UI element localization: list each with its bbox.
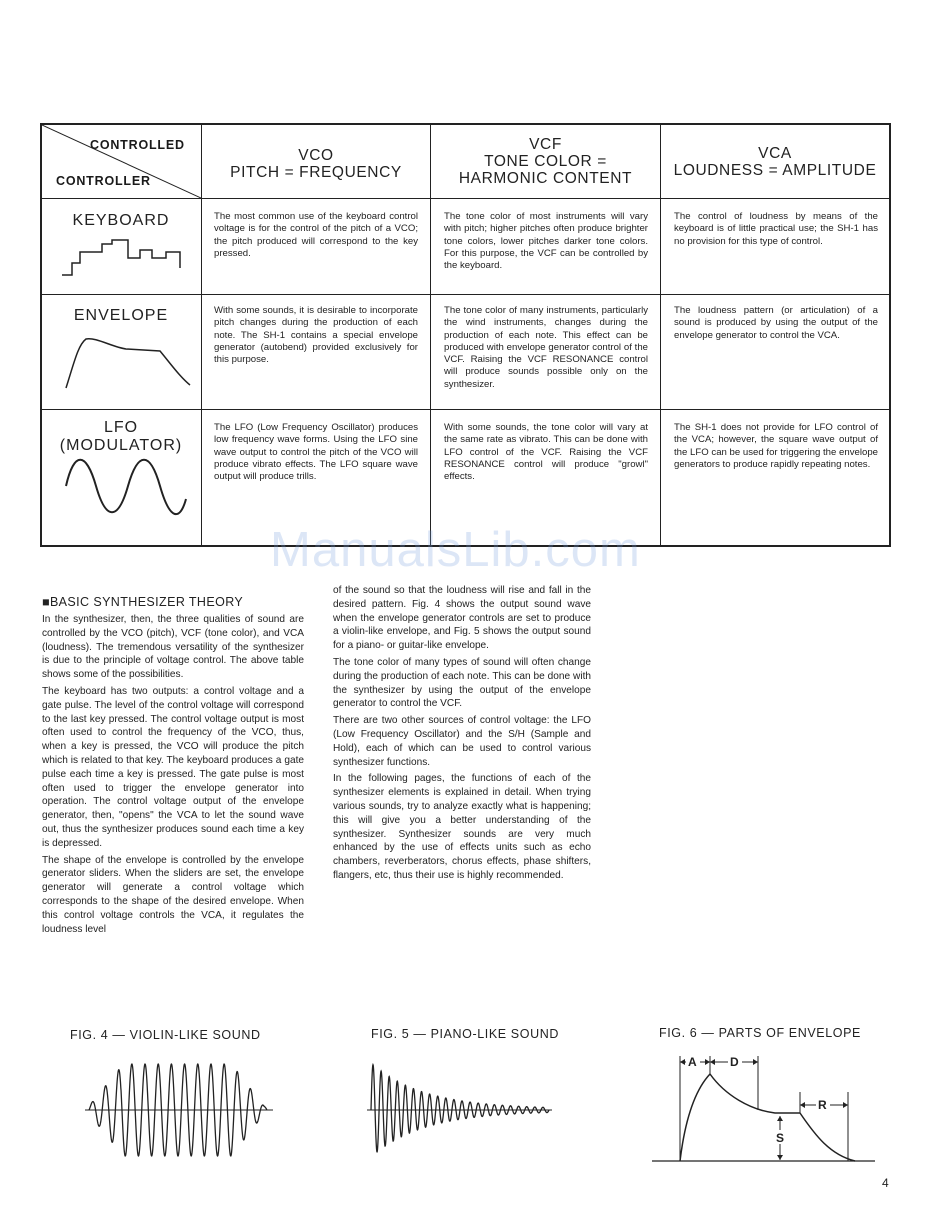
- paragraph: The tone color of many types of sound will often change during the production of each note. This can be done with the synthesizer by using the output of the envelope generator to control the VCF.: [333, 656, 591, 710]
- cell-lfo-vcf: With some sounds, the tone color will vary at the same rate as vibrato. This can be done with LFO control of the VCF. Raising the VCF RESONANCE control will produce "growl" effects.: [444, 422, 648, 483]
- header-vcf: [431, 136, 660, 187]
- header-vco-subtitle: PITCH = FREQUENCY: [230, 164, 402, 181]
- paragraph: The keyboard has two outputs: a control voltage and a gate pulse. The level of the control voltage will correspond to the last key pressed. The control voltage output is most often used to control the frequency of the VCO, thus, when a key is pressed, the VCO will produce the pitch which is related to that key. The keyboard produces a gate pulse each time a key is pressed. The gate pulse is most often used to trigger the envelope generator into operation. The control voltage output of the envelope generator, then, "opens" the VCA to let the sound wave out, thus the synthesizer produces sound each time a key is depressed.: [42, 685, 304, 849]
- paragraph: of the sound so that the loudness will rise and fall in the desired pattern. Fig. 4 shows the output sound wave when the envelope generator controls are set to produce a violin-like envelope, and Fig. 5 shows the output sound for a piano- or guitar-like envelope.: [333, 585, 591, 652]
- row-divider: [42, 409, 889, 410]
- fig4-violin-waveform: [85, 1060, 275, 1160]
- cell-envelope-vcf: The tone color of many instruments, particularly the wind instruments, changes during the production of each note. This effect can be produced with envelope generator control of the VCF. Raising the VCF RESONANCE control will produce sounds possible only on the synthesizer.: [444, 305, 648, 390]
- fig6-label-attack: A: [688, 1055, 697, 1069]
- paragraph: The shape of the envelope is controlled by the envelope generator sliders. When the sliders are set, the envelope generator will generate a control voltage which corresponds to the shape of the desired envelope. When this control voltage controls the VCA, it regulates the loudness level: [42, 854, 304, 935]
- fig6-label-sustain: S: [776, 1131, 785, 1145]
- row-label-lfo-line1: LFO: [103, 419, 139, 436]
- fig5-piano-waveform: [367, 1060, 557, 1160]
- row-label-lfo-line2: (MODULATOR): [59, 437, 183, 454]
- fig5-caption: FIG. 5 — PIANO-LIKE SOUND: [371, 1027, 559, 1041]
- column-divider: [660, 125, 661, 545]
- header-vcf-subtitle: TONE COLOR =: [484, 153, 607, 170]
- watermark-text: ManualsLib.com: [270, 523, 641, 577]
- cell-envelope-vco: With some sounds, it is desirable to incorporate pitch changes during the production of each note. The SH-1 contains a special envelope generator (autobend) provided exclusively for this purpose.: [214, 305, 418, 366]
- fig6-envelope-diagram: [650, 1050, 880, 1165]
- corner-controller-label: CONTROLLER: [56, 174, 151, 188]
- paragraph: In the synthesizer, then, the three qualities of sound are controlled by the VCO (pitch), VCF (tone color), and VCA (loudness). The tremendous versatility of the synthesizer is due to the principle of voltage control. The above table shows some of the possibilities.: [42, 614, 304, 681]
- cell-lfo-vca: The SH-1 does not provide for LFO control of the VCA; however, the square wave output of the LFO can be used for triggering the envelope generators to produce rapidly repeating notes.: [674, 422, 878, 470]
- row-label-lfo: [42, 419, 200, 455]
- fig6-caption: FIG. 6 — PARTS OF ENVELOPE: [659, 1026, 861, 1040]
- section-title: ■BASIC SYNTHESIZER THEORY: [42, 595, 244, 609]
- envelope-curve-icon: [64, 333, 194, 393]
- control-table: [40, 123, 891, 547]
- text-column-left: [42, 613, 304, 939]
- sine-wave-icon: [64, 451, 188, 521]
- page-number: 4: [882, 1176, 889, 1190]
- row-divider: [42, 294, 889, 295]
- header-vco-title: VCO: [298, 147, 334, 164]
- row-label-envelope: ENVELOPE: [73, 307, 169, 324]
- text-column-right: [333, 584, 591, 886]
- cell-keyboard-vca: The control of loudness by means of the keyboard is of little practical use; the SH-1 has no provision for this type of control.: [674, 211, 878, 247]
- cell-keyboard-vco: The most common use of the keyboard control voltage is for the control of the pitch of a VCO; the pitch produced will correspond to the key pressed.: [214, 211, 418, 259]
- header-vca: [661, 145, 889, 179]
- column-divider: [201, 125, 202, 545]
- header-vca-subtitle: LOUDNESS = AMPLITUDE: [673, 162, 877, 179]
- row-divider: [42, 198, 889, 199]
- cell-envelope-vca: The loudness pattern (or articulation) of a sound is produced by using the output of the envelope generator to control the VCA.: [674, 305, 878, 341]
- cell-lfo-vco: The LFO (Low Frequency Oscillator) produces low frequency wave forms. Using the LFO sine wave output to control the pitch of the VCO will produce vibrato effects. The LFO square wave output will produce trills.: [214, 422, 418, 483]
- header-vca-title: VCA: [758, 145, 792, 162]
- paragraph: In the following pages, the functions of each of the synthesizer elements is explained in detail. When trying various sounds, try to analyze exactly what is happening; this will give you a better understanding of the synthesizer. Synthesizer sounds are very much enhanced by the use of effects units such as echo chambers, reverberators, chorus effects, phase shifters, flangers, etc, thus their use is highly recommended.: [333, 773, 591, 881]
- keyboard-staircase-icon: [62, 230, 192, 280]
- fig6-envelope-curve: [680, 1074, 855, 1161]
- header-vcf-subtitle-2: HARMONIC CONTENT: [458, 170, 633, 187]
- paragraph: There are two other sources of control voltage: the LFO (Low Frequency Oscillator) and the S/H (Sample and Hold), each of which can be used to control various synthesizer functions.: [333, 715, 591, 768]
- cell-keyboard-vcf: The tone color of most instruments will vary with pitch; higher pitches often produce brighter tone colors, lower pitches darker tone colors. For this purpose, the VCF can be controlled by the keyboard.: [444, 211, 648, 272]
- header-vco: [202, 147, 430, 181]
- fig6-label-decay: D: [730, 1055, 739, 1069]
- corner-controlled-label: CONTROLLED: [90, 138, 185, 152]
- fig6-label-release: R: [818, 1098, 827, 1112]
- row-label-keyboard: KEYBOARD: [72, 212, 170, 229]
- fig4-caption: FIG. 4 — VIOLIN-LIKE SOUND: [70, 1028, 261, 1042]
- header-vcf-title: VCF: [529, 136, 562, 153]
- column-divider: [430, 125, 431, 545]
